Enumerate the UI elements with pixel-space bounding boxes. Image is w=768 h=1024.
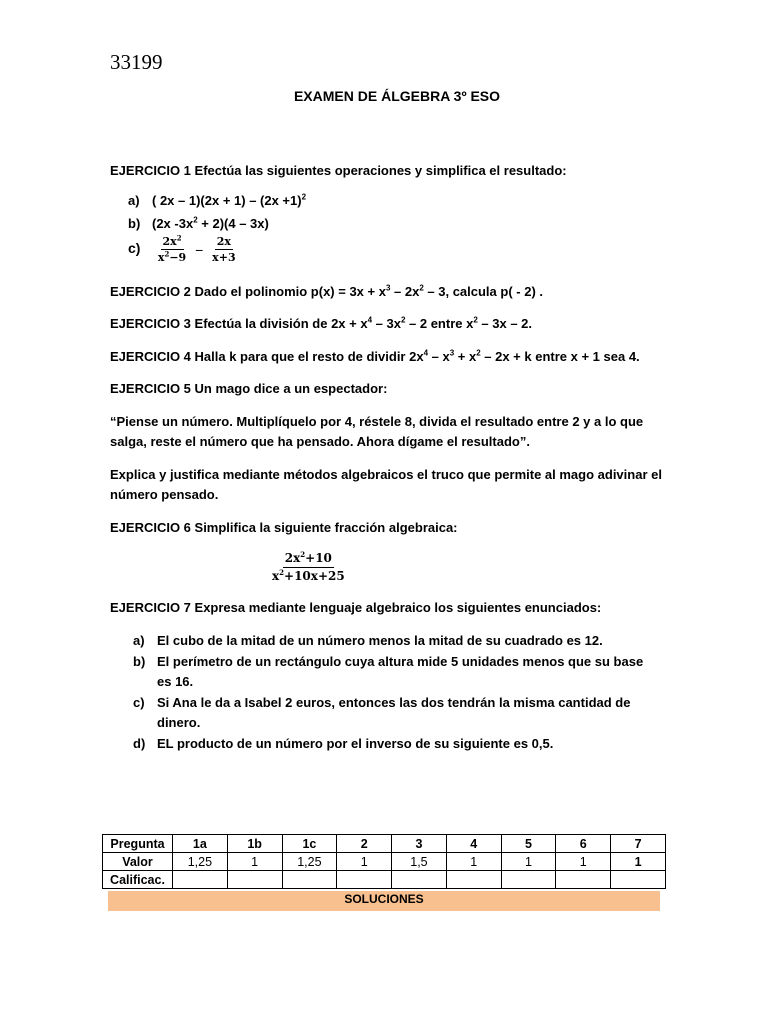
- exponent: 4: [367, 315, 373, 325]
- exercise-6-heading: EJERCICIO 6 Simplifica la siguiente fracción algebraica:: [110, 520, 458, 535]
- fraction-numerator: $2x^2$: [162, 233, 182, 248]
- document-id: 33199: [110, 50, 163, 74]
- exercise-7a: [133, 631, 653, 651]
- grade-input-cell[interactable]: [392, 871, 447, 889]
- exercise-1a: [128, 191, 306, 211]
- exponent: 2: [193, 215, 198, 225]
- fraction-denominator: x+3: [212, 251, 236, 264]
- exercise-7c: [133, 693, 653, 733]
- item-label: a): [133, 633, 145, 648]
- table-cell: 6: [556, 835, 611, 853]
- table-cell: 1: [501, 853, 556, 871]
- exercise-7-heading: EJERCICIO 7 Expresa mediante lenguaje algebraico los siguientes enunciados:: [110, 600, 602, 615]
- table-cell: 1b: [227, 835, 282, 853]
- table-cell: 1,25: [282, 853, 337, 871]
- table-cell: 1: [611, 853, 666, 871]
- table-row: [103, 871, 666, 889]
- table-cell: 5: [501, 835, 556, 853]
- item-text: EL producto de un número por el inverso de su siguiente es 0,5.: [157, 736, 554, 751]
- exercise-5-quote: “Piense un número. Multiplíquelo por 4, réstele 8, divida el resultado entre 2 y a lo que salga, reste el número que ha pensado. Ahora dígame el resultado”.: [110, 414, 644, 449]
- table-cell: Valor: [103, 853, 173, 871]
- table-cell: 1,5: [392, 853, 447, 871]
- grade-input-cell[interactable]: [227, 871, 282, 889]
- exercise-5-explain: Explica y justifica mediante métodos algebraicos el truco que permite al mago adivinar el número pensado.: [110, 467, 662, 502]
- exercise-4: EJERCICIO 4 Halla k para que el resto de dividir $2x^4 - x^3 + x^2 - 2x + k$ entre x + 1 sea 4.: [110, 348, 640, 364]
- table-row: [103, 853, 666, 871]
- exercise-5-heading: EJERCICIO 5 Un mago dice a un espectador:: [110, 381, 388, 396]
- table-cell: 1: [446, 853, 501, 871]
- table-cell: 2: [337, 835, 392, 853]
- item-label: d): [133, 736, 146, 751]
- exponent: 4: [423, 348, 429, 358]
- table-cell: 1a: [173, 835, 228, 853]
- table-cell: Calificac.: [103, 871, 173, 889]
- table-cell: 1: [337, 853, 392, 871]
- grade-input-cell[interactable]: [611, 871, 666, 889]
- exercise-1b: [128, 214, 269, 234]
- table-cell: 3: [392, 835, 447, 853]
- exponent: 2: [419, 283, 424, 293]
- grade-input-cell[interactable]: [337, 871, 392, 889]
- table-cell: 1: [556, 853, 611, 871]
- exam-title: EXAMEN DE ÁLGEBRA 3º ESO: [293, 88, 501, 104]
- grade-table: [102, 834, 666, 889]
- table-cell: Pregunta: [103, 835, 173, 853]
- fraction-numerator: $2x^2+10$: [283, 551, 334, 568]
- algebraic-fraction: [270, 551, 347, 584]
- item-text: El perímetro de un rectángulo cuya altura mide 5 unidades menos que su base es 16.: [157, 654, 644, 689]
- table-cell: 7: [611, 835, 666, 853]
- exercise-6-fraction: [270, 551, 347, 584]
- item-label: b): [133, 654, 146, 669]
- exercise-1c: [128, 235, 238, 264]
- exercise-2: EJERCICIO 2 Dado el polinomio $p(x) = 3x + x^3 - 2x^2 - 3$, calcula p( - 2) .: [110, 283, 543, 299]
- exercise-3: EJERCICIO 3 Efectúa la división de $2x + x^4 - 3x^2 - 2$ entre $x^2 - 3x - 2$.: [110, 315, 533, 331]
- table-cell: 1c: [282, 835, 337, 853]
- fraction-numerator: 2x: [216, 235, 231, 248]
- expr-text: (2x -3x: [152, 216, 194, 231]
- item-label: a): [128, 193, 140, 208]
- item-text: El cubo de la mitad de un número menos la mitad de su cuadrado es 12.: [157, 633, 603, 648]
- grade-input-cell[interactable]: [446, 871, 501, 889]
- exponent: 2: [301, 192, 307, 202]
- table-row: [103, 835, 666, 853]
- minus-sign: −: [195, 241, 204, 258]
- fraction-2: [210, 235, 237, 264]
- exponent: 2: [400, 315, 406, 325]
- grade-input-cell[interactable]: [556, 871, 611, 889]
- item-label: b): [128, 216, 141, 231]
- exercise-1-heading: EJERCICIO 1 Efectúa las siguientes operaciones y simplifica el resultado:: [110, 163, 567, 178]
- exponent: 3: [449, 348, 455, 358]
- fraction-denominator: $x^2-9$: [157, 249, 187, 264]
- item-text: Si Ana le da a Isabel 2 euros, entonces las dos tendrán la misma cantidad de dinero.: [157, 695, 631, 730]
- table-cell: 1: [227, 853, 282, 871]
- expr-text: ( 2x – 1)(2x + 1) – (2x +1): [152, 193, 302, 208]
- expr-text: + 2)(4 – 3x): [197, 216, 269, 231]
- exponent: 2: [473, 315, 478, 325]
- table-cell: 1,25: [173, 853, 228, 871]
- grade-input-cell[interactable]: [173, 871, 228, 889]
- fraction-1: [156, 235, 188, 264]
- exponent: 2: [476, 348, 481, 358]
- grade-input-cell[interactable]: [282, 871, 337, 889]
- solutions-bar: SOLUCIONES: [108, 891, 660, 911]
- exponent: 3: [385, 283, 391, 293]
- exercise-7b: [133, 652, 653, 692]
- item-label: c): [133, 695, 145, 710]
- grade-input-cell[interactable]: [501, 871, 556, 889]
- fraction-denominator: $x^2+10x+25$: [272, 568, 345, 583]
- item-label: c): [128, 240, 141, 257]
- exercise-7d: [133, 734, 653, 754]
- table-cell: 4: [446, 835, 501, 853]
